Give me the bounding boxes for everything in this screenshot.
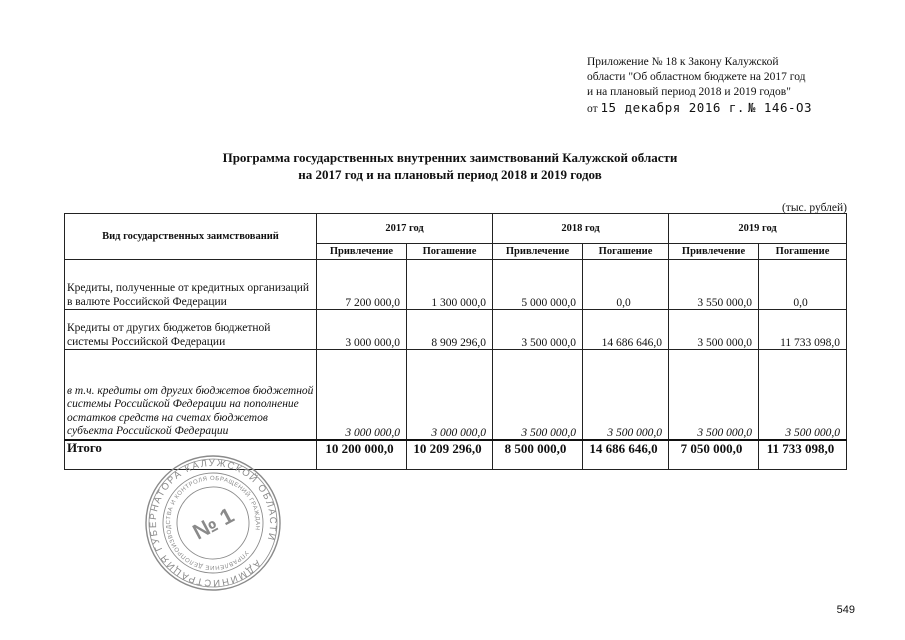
header-type: Вид государственных заимствований <box>65 214 317 260</box>
header-sub: Привлечение <box>493 244 583 260</box>
cell-value: 3 500 000,0 <box>759 350 847 440</box>
row-label: Кредиты, полученные от кредитных организаций в валюте Российской Федерации <box>65 260 317 310</box>
cell-value: 0,0 <box>759 260 847 310</box>
title-line-2: на 2017 год и на плановый период 2018 и 2019 годов <box>298 167 602 182</box>
cell-value: 3 000 000,0 <box>317 310 407 350</box>
total-value: 7 050 000,0 <box>669 440 759 470</box>
header-sub: Погашение <box>583 244 669 260</box>
cell-value: 3 550 000,0 <box>669 260 759 310</box>
document-title <box>150 149 750 183</box>
law-number: № 146-ОЗ <box>747 100 813 115</box>
cell-value: 14 686 646,0 <box>583 310 669 350</box>
header-sub: Погашение <box>407 244 493 260</box>
total-value: 10 200 000,0 <box>317 440 407 470</box>
appendix-date-line <box>587 100 849 117</box>
cell-value: 3 500 000,0 <box>669 310 759 350</box>
header-row-years <box>65 214 847 244</box>
official-stamp <box>143 453 283 593</box>
row-label: в т.ч. кредиты от других бюджетов бюджетной системы Российской Федерации на пополнение остатков средств на счетах бюджетов субъекта Российской Федерации <box>65 350 317 440</box>
table-row <box>65 260 847 310</box>
total-value: 11 733 098,0 <box>759 440 847 470</box>
cell-value: 0,0 <box>583 260 669 310</box>
total-value: 8 500 000,0 <box>493 440 583 470</box>
table-row <box>65 350 847 440</box>
cell-value: 8 909 296,0 <box>407 310 493 350</box>
cell-value: 7 200 000,0 <box>317 260 407 310</box>
header-sub: Привлечение <box>669 244 759 260</box>
header-year-2017: 2017 год <box>317 214 493 244</box>
header-sub: Погашение <box>759 244 847 260</box>
cell-value: 3 500 000,0 <box>583 350 669 440</box>
cell-value: 3 000 000,0 <box>407 350 493 440</box>
table-row <box>65 310 847 350</box>
cell-value: 3 000 000,0 <box>317 350 407 440</box>
total-label: Итого <box>65 440 317 470</box>
header-year-2019: 2019 год <box>669 214 847 244</box>
header-year-2018: 2018 год <box>493 214 669 244</box>
appendix-note <box>587 55 849 117</box>
cell-value: 1 300 000,0 <box>407 260 493 310</box>
total-value: 10 209 296,0 <box>407 440 493 470</box>
appendix-line-1: Приложение № 18 к Закону Калужской <box>587 56 779 68</box>
page-number: 549 <box>836 604 855 616</box>
stamp-outer-text: АДМИНИСТРАЦИЯ ГУБЕРНАТОРА КАЛУЖСКОЙ ОБЛАСТИ <box>147 457 279 589</box>
from-label: от <box>587 103 598 115</box>
units-note: (тыс. рублей) <box>781 202 847 214</box>
total-value: 14 686 646,0 <box>583 440 669 470</box>
borrowing-table <box>64 213 847 470</box>
cell-value: 3 500 000,0 <box>493 350 583 440</box>
cell-value: 5 000 000,0 <box>493 260 583 310</box>
cell-value: 3 500 000,0 <box>669 350 759 440</box>
stamp-inner-text: УПРАВЛЕНИЕ ДЕЛОПРОИЗВОДСТВА И КОНТРОЛЯ ОБРАЩЕНИЙ ГРАЖДАН <box>165 475 261 571</box>
stamp-number: № 1 <box>188 502 239 545</box>
law-date: 15 декабря 2016 г. <box>600 100 745 115</box>
header-sub: Привлечение <box>317 244 407 260</box>
row-label: Кредиты от других бюджетов бюджетной системы Российской Федерации <box>65 310 317 350</box>
cell-value: 3 500 000,0 <box>493 310 583 350</box>
appendix-line-2: области "Об областном бюджете на 2017 год <box>587 71 806 83</box>
appendix-line-3: и на плановый период 2018 и 2019 годов" <box>587 86 791 98</box>
cell-value: 11 733 098,0 <box>759 310 847 350</box>
title-line-1: Программа государственных внутренних заимствований Калужской области <box>222 150 678 165</box>
